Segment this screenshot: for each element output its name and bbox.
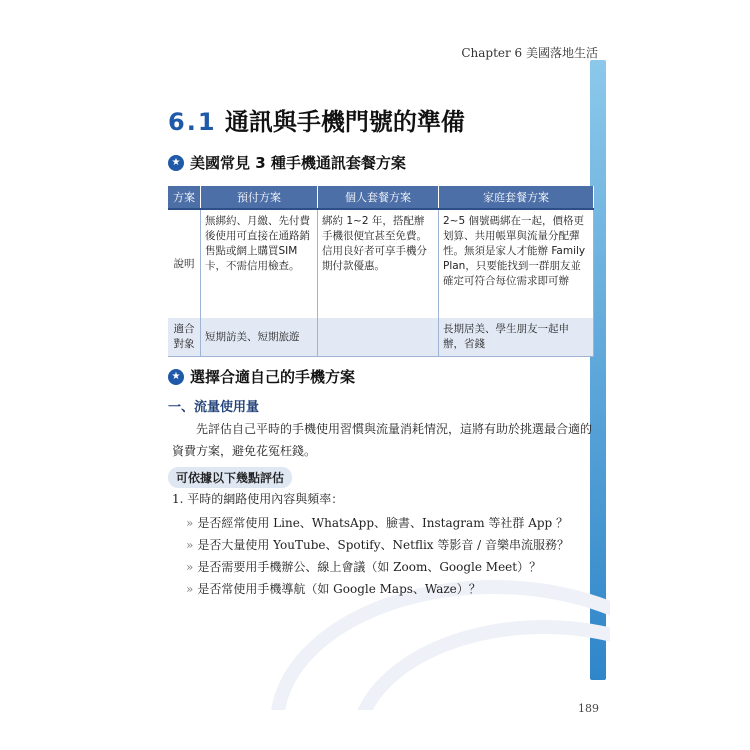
page-number: 189	[578, 702, 599, 715]
evaluation-tag: 可依據以下幾點評估	[168, 467, 292, 488]
body-paragraph: 先評估自己平時的手機使用習慣與流量消耗情況，這將有助於挑選最合適的資費方案，避免花冤枉錢。	[172, 422, 593, 458]
bullet-text: 是否經常使用 Line、WhatsApp、臉書、Instagram 等社群 App ？	[197, 516, 569, 530]
heading-choose-text: 選擇合適自己的手機方案	[190, 368, 356, 386]
table-cell: 無綁約、月繳、先付費後使用可直接在通路銷售點或網上購買SIM 卡，不需信用檢查。	[201, 209, 318, 318]
bullet-marker-icon: »	[186, 582, 194, 596]
bullet-item	[186, 514, 568, 531]
table-header-cell: 家庭套餐方案	[439, 186, 594, 209]
section-title-text: 通訊與手機門號的準備	[224, 108, 465, 136]
table-row	[168, 318, 594, 357]
heading-plans-text: 美國常見 3 種手機通訊套餐方案	[190, 154, 406, 172]
plan-table	[168, 186, 594, 357]
table-cell: 短期訪美、短期旅遊	[201, 318, 318, 357]
table-header-cell: 方案	[168, 186, 201, 209]
subsection-heading: 一、流量使用量	[168, 400, 260, 415]
table-row	[168, 209, 594, 318]
numbered-item: 1. 平時的網路使用內容與頻率：	[172, 492, 344, 506]
table-header-cell: 個人套餐方案	[318, 186, 439, 209]
table-cell: 綁約 1~2 年，搭配辦手機很便宜甚至免費。信用良好者可享手機分期付款優惠。	[318, 209, 439, 318]
bullet-item	[186, 536, 569, 553]
bullet-text: 是否常使用手機導航（如 Google Maps、Waze）？	[197, 582, 481, 596]
bullet-marker-icon: »	[186, 516, 194, 530]
bullet-marker-icon: »	[186, 560, 194, 574]
star-icon: ★	[168, 369, 184, 385]
bullet-marker-icon: »	[186, 538, 194, 552]
running-header: Chapter 6 美國落地生活	[461, 46, 598, 60]
bullet-item	[186, 558, 541, 575]
row-label: 適合對象	[168, 318, 201, 357]
row-label: 說明	[168, 209, 201, 318]
table-header-cell: 預付方案	[201, 186, 318, 209]
section-title	[168, 102, 465, 137]
bullet-text: 是否大量使用 YouTube、Spotify、Netflix 等影音 / 音樂串流服務？	[197, 538, 570, 552]
table-cell: 長期居美、學生朋友一起申辦，省錢	[439, 318, 594, 357]
heading-plans	[168, 152, 406, 173]
bullet-text: 是否需要用手機辦公、線上會議（如 Zoom、Google Meet）？	[197, 560, 542, 574]
star-icon: ★	[168, 155, 184, 171]
section-number: 6.1	[168, 108, 217, 136]
heading-choose	[168, 366, 355, 387]
table-cell	[318, 318, 439, 357]
bullet-item	[186, 580, 481, 597]
table-cell: 2~5 個號碼綁在一起，價格更划算、共用帳單與流量分配彈性。無須是家人才能辦 Family Plan，只要能找到一群朋友並確定可符合每位需求即可辦	[439, 209, 594, 318]
